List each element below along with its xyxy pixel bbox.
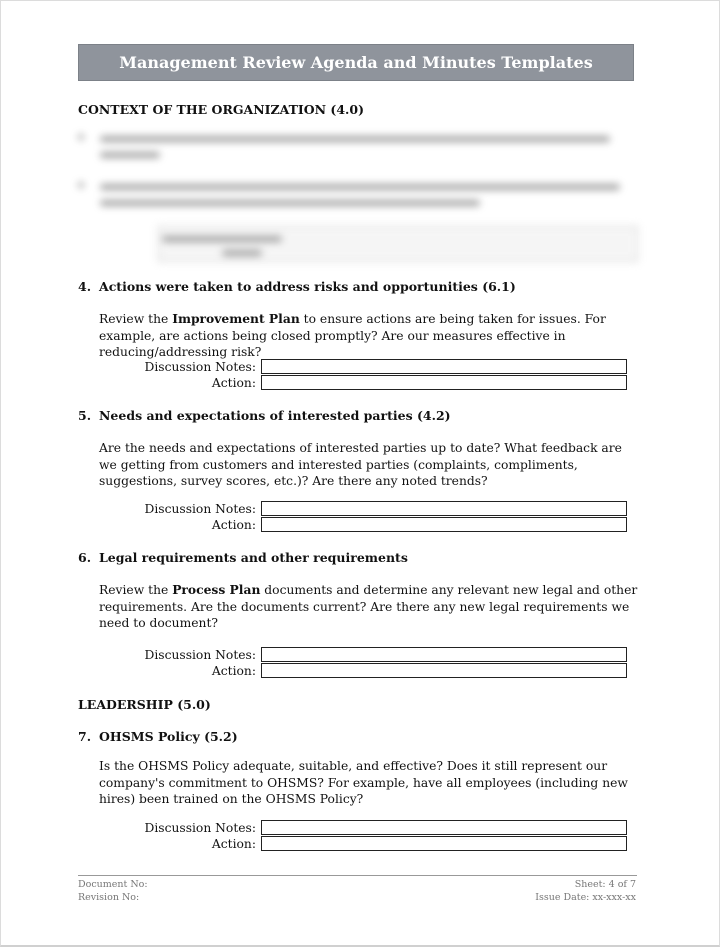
blurred-content	[78, 126, 640, 270]
action-label: Action:	[211, 518, 256, 532]
item-6-action-field[interactable]	[261, 663, 627, 678]
process-plan-link-text: Process Plan	[172, 582, 261, 597]
item-5-action-field[interactable]	[261, 517, 627, 532]
agenda-item-7-title: 7. OHSMS Policy (5.2)	[78, 729, 238, 744]
agenda-item-5-body: Are the needs and expectations of interested parties up to date? What feedback are we getting from customers and interested parties (complaints, compliments, suggestions, survey scores, etc.)? Are there any noted trends?	[99, 441, 622, 488]
agenda-item-6-title: 6. Legal requirements and other requirements	[78, 550, 408, 565]
item-5-discussion-notes-field[interactable]	[261, 501, 627, 516]
footer-divider	[78, 875, 637, 876]
discussion-notes-label: Discussion Notes:	[144, 648, 256, 662]
item-7-action-field[interactable]	[261, 836, 627, 851]
discussion-notes-label: Discussion Notes:	[144, 821, 256, 835]
discussion-notes-label: Discussion Notes:	[144, 360, 256, 374]
page-title: Management Review Agenda and Minutes Templates	[78, 44, 634, 81]
item-6-discussion-notes-field[interactable]	[261, 647, 627, 662]
item-7-discussion-notes-field[interactable]	[261, 820, 627, 835]
agenda-item-6-body: Review the Process Plan documents and determine any relevant new legal and other requirements. Are the documents current? Are there any new legal requirements we need to document?	[99, 582, 638, 630]
improvement-plan-link-text: Improvement Plan	[172, 311, 300, 326]
footer-sheet: Sheet: 4 of 7	[574, 879, 636, 890]
discussion-notes-label: Discussion Notes:	[144, 502, 256, 516]
agenda-item-4-body: Review the Improvement Plan to ensure actions are being taken for issues. For example, are actions being closed promptly? Are our measures effective in reducing/addressing risk?	[99, 311, 606, 359]
agenda-item-4-title: 4. Actions were taken to address risks and opportunities (6.1)	[78, 279, 516, 294]
action-label: Action:	[211, 837, 256, 851]
footer-document-no: Document No:	[78, 879, 148, 890]
item-4-discussion-notes-field[interactable]	[261, 359, 627, 374]
footer-revision-no: Revision No:	[78, 892, 140, 903]
section-heading-context: CONTEXT OF THE ORGANIZATION (4.0)	[78, 102, 365, 117]
footer-issue-date: Issue Date: xx-xxx-xx	[535, 892, 636, 903]
item-4-action-field[interactable]	[261, 375, 627, 390]
action-label: Action:	[211, 376, 256, 390]
action-label: Action:	[211, 664, 256, 678]
section-heading-leadership: LEADERSHIP (5.0)	[78, 697, 211, 712]
agenda-item-7-body: Is the OHSMS Policy adequate, suitable, and effective? Does it still represent our company's commitment to OHSMS? For example, have all employees (including new hires) been trained on the OHSMS Policy?	[99, 759, 628, 806]
agenda-item-5-title: 5. Needs and expectations of interested parties (4.2)	[78, 408, 451, 423]
